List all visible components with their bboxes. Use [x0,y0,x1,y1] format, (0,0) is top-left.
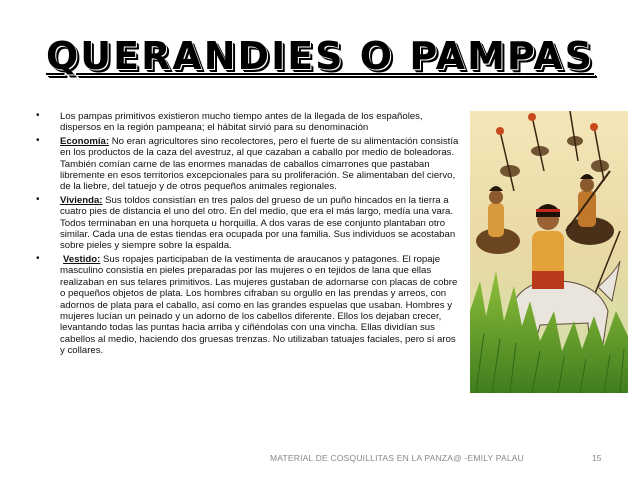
bullet-marker: • [36,110,40,121]
bullet-marker: • [36,134,40,146]
bullet-economia [30,136,462,193]
bullet-text: Sus ropajes participaban de la vestimenta de araucanos y patagones. El ropaje masculino consistía en pieles preparadas por las mujeres o en tejidos de lana que ellas realizaban en sus telares primitivos. Las mujeres gustaban de adornarse con placas de cobre o pequeños objetos de plata. Los hombres cifraban su orgullo en las prendas y arreos, con adornos de plata para el caballo, así como en las grandes espuelas que usaban. Hombres y mujeres lucían un peinado y un adorno de los cabellos diferente. Ellos los dejaban crecer, levantando todas las puntas hacia arriba y ciñéndolas con una vincha. Ellas dividían sus cabellos al medio, haciendo dos gruesas trenzas. No utilizaban tatuajes faciales, pero sí aros y collares. [60,253,458,357]
bullet-marker: • [36,252,40,264]
bullet-text: Los pampas primitivos existieron mucho tiempo antes de la llegada de los españoles, dispersos en la región pampeana; el hábitat sirvió para su denominación [60,111,423,134]
bullet-intro [30,111,462,134]
slide-title: QUERANDIES O PAMPAS [45,34,595,78]
bullet-text: No eran agricultores sino recolectores, pero el fuerte de su alimentación consistía en los productos de la caza del avestruz, al que cazaban a caballo por medio de boleadoras. También comían carne de las enormes manadas de caballos cimarrones que pastaban libremente en esos territorios excepcionales para su proliferación. Se alimentaban del ciervo, de la liebre, del tatuejo y de otros pequeños animales regionales. [60,135,459,193]
bullet-vivienda [30,195,462,252]
bullet-heading: Vestido: [63,253,101,265]
bullet-heading: Vivienda: [60,194,103,206]
bullet-text: Sus toldos consistían en tres palos del grueso de un puño hincados en la tierra a cuatro pies de distancia el uno del otro. En del medio, que era el más largo, medía una vara. Todos terminaban en una horqueta u horquilla. A dos varas de ese conjunto plantaban otro similar. Cada una de estas tiendas era ocupada por una familia. Sus individuos se acostaban sobre pieles y siempre sobre la espalda. [60,194,456,252]
bullet-marker: • [36,193,40,205]
page-number: 15 [592,453,602,463]
slide-footer: MATERIAL DE COSQUILLITAS EN LA PANZA@ -EMILY PALAU [270,453,525,463]
bullet-heading: Economía: [60,135,110,147]
bullet-vestido [30,254,462,357]
pampas-riders-illustration [470,111,628,393]
bullet-list [30,111,462,359]
